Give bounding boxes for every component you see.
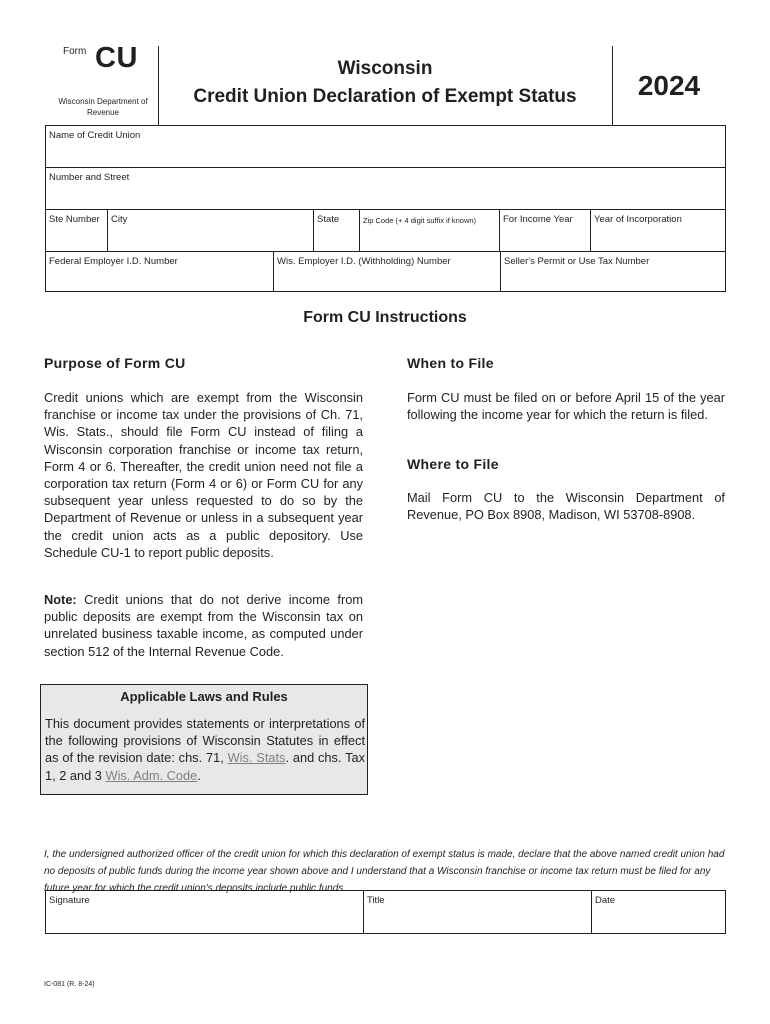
credit-union-name-label: Name of Credit Union bbox=[49, 130, 141, 141]
form-revision-code: IC-081 (R. 8-24) bbox=[44, 981, 95, 988]
wis-employer-id-label: Wis. Employer I.D. (Withholding) Number bbox=[277, 256, 451, 267]
income-year-field[interactable] bbox=[499, 209, 590, 251]
zip-field[interactable] bbox=[359, 209, 499, 251]
signature-grid bbox=[45, 890, 726, 934]
signature-label: Signature bbox=[49, 895, 90, 906]
tax-year: 2024 bbox=[637, 70, 701, 101]
declaration-text: I, the undersigned authorized officer of the credit union for which this declaration of exempt status is made, declare that the above named credit union had no deposits of public funds during the income year shown above and I understand that a Wisconsin franchise or income tax return must be filed for any future year for which the credit union's deposits include public funds. bbox=[44, 849, 725, 894]
form-label: Form bbox=[63, 46, 87, 57]
title-state: Wisconsin bbox=[337, 58, 433, 79]
suite-field[interactable] bbox=[45, 209, 107, 251]
income-year-label: For Income Year bbox=[503, 214, 573, 225]
page-title: Credit Union Declaration of Exempt Status bbox=[193, 86, 577, 107]
note-label: Note: bbox=[44, 592, 77, 607]
state-label: State bbox=[317, 214, 340, 225]
fein-label: Federal Employer I.D. Number bbox=[49, 256, 178, 267]
wis-stats-link[interactable]: Wis. Stats bbox=[227, 750, 286, 766]
incorporation-year-label: Year of Incorporation bbox=[594, 214, 682, 225]
note-text: Credit unions that do not derive income from public deposits are exempt from the Wisconsin tax on unrelated business taxable income, as computed under section 512 of the Internal Revenue Code. bbox=[44, 592, 363, 659]
department-name: Wisconsin Department of Revenue bbox=[58, 97, 148, 117]
sellers-permit-label: Seller's Permit or Use Tax Number bbox=[504, 256, 650, 267]
purpose-heading: Purpose of Form CU bbox=[44, 355, 186, 371]
street-label: Number and Street bbox=[49, 172, 130, 183]
credit-union-name-field[interactable] bbox=[45, 125, 726, 167]
city-field[interactable] bbox=[107, 209, 313, 251]
instructions-title: Form CU Instructions bbox=[303, 309, 467, 326]
zip-label: Zip Code (+ 4 digit suffix if known) bbox=[363, 216, 477, 225]
fein-field[interactable] bbox=[45, 251, 273, 292]
note-paragraph bbox=[44, 591, 363, 660]
date-field[interactable] bbox=[591, 890, 726, 934]
suite-label: Ste Number bbox=[49, 214, 100, 225]
title-label: Title bbox=[367, 895, 385, 906]
when-text: Form CU must be filed on or before April 15 of the year following the income year for which the return is filed. bbox=[407, 390, 725, 423]
laws-heading: Applicable Laws and Rules bbox=[120, 689, 288, 704]
when-heading: When to File bbox=[407, 355, 494, 371]
date-label: Date bbox=[595, 895, 616, 906]
street-field[interactable] bbox=[45, 167, 726, 209]
state-field[interactable] bbox=[313, 209, 359, 251]
signature-field[interactable] bbox=[45, 890, 363, 934]
header-divider-left bbox=[158, 46, 159, 126]
form-code: CU bbox=[95, 42, 138, 74]
info-grid bbox=[45, 125, 726, 292]
wis-adm-code-link[interactable]: Wis. Adm. Code bbox=[105, 767, 198, 783]
where-text: Mail Form CU to the Wisconsin Department of Revenue, PO Box 8908, Madison, WI 53708-8908. bbox=[407, 490, 725, 523]
wis-employer-id-field[interactable] bbox=[273, 251, 500, 292]
header-divider-right bbox=[612, 46, 613, 126]
sellers-permit-field[interactable] bbox=[500, 251, 726, 292]
incorporation-year-field[interactable] bbox=[590, 209, 726, 251]
where-heading: Where to File bbox=[407, 456, 499, 472]
city-label: City bbox=[111, 214, 128, 225]
applicable-laws-box bbox=[40, 684, 368, 795]
purpose-text: Credit unions which are exempt from the Wisconsin franchise or income tax under the provisions of Ch. 71, Wis. Stats., should file Form CU instead of filing a Wisconsin corporation franchise or income tax return, Form 4 or 6. Thereafter, the credit union need not file a corporation tax return (Form 4 or 6) or Form CU for any subsequent year unless requested to do so by the Department of Revenue or unless in a subsequent year the credit union acts as a public depository. Use Schedule CU-1 to report public deposits. bbox=[44, 390, 363, 560]
title-field[interactable] bbox=[363, 890, 591, 934]
laws-text: This document provides statements or interpretations of the following provisions of Wisconsin Statutes in effect as of the revision date: chs. 71, Wis. Stats. and chs. Tax 1, 2 and 3 Wis. Adm. Code. bbox=[45, 716, 366, 783]
